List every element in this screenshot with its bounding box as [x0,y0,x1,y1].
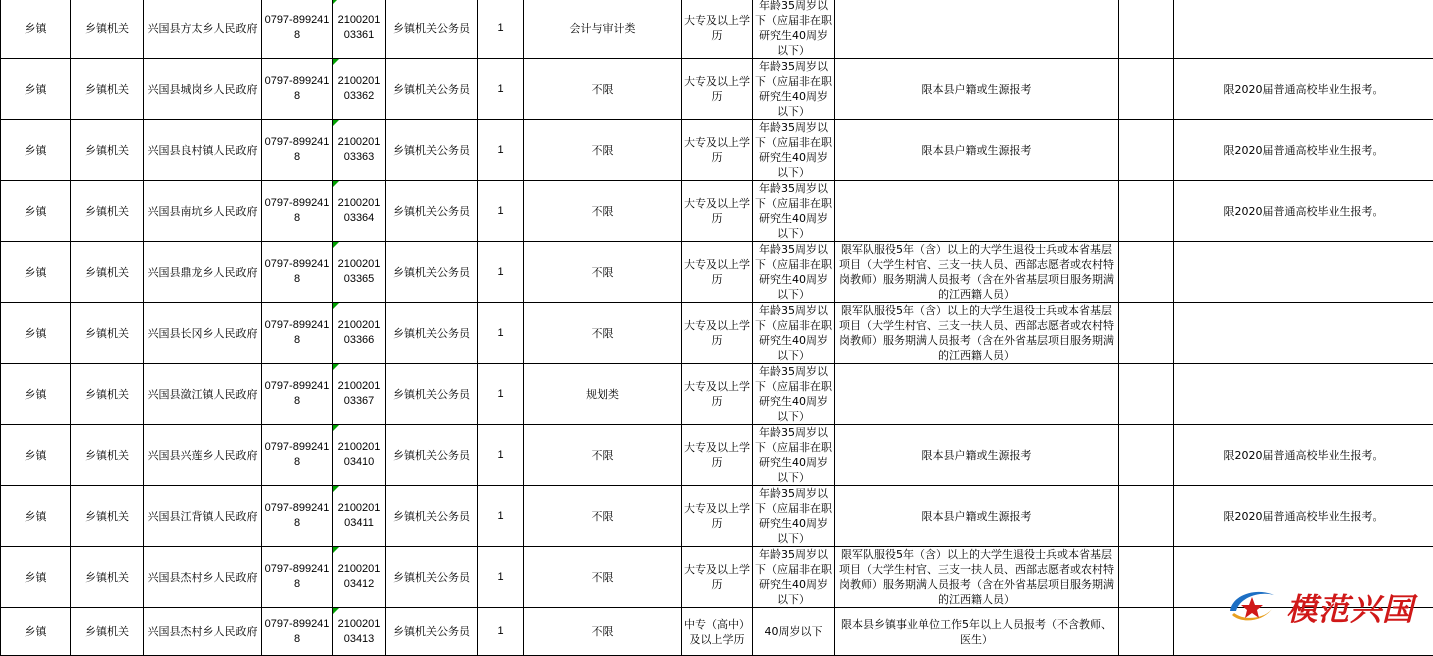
cell-flag-icon [333,303,339,309]
age-cell[interactable]: 年龄35周岁以下（应届非在职研究生40周岁以下） [753,486,835,547]
table-row [1,364,1433,425]
hire-count-cell[interactable]: 1 [478,486,524,547]
education-cell[interactable]: 中专（高中）及以上学历 [682,608,753,656]
position-code-cell[interactable] [333,181,386,242]
cell-flag-icon [333,486,339,492]
age-cell[interactable]: 年龄35周岁以下（应届非在职研究生40周岁以下） [753,364,835,425]
other-requirements-cell[interactable]: 限本县户籍或生源报考 [835,425,1119,486]
remark-cell[interactable] [1174,242,1433,303]
education-cell[interactable]: 大专及以上学历 [682,547,753,608]
table-row [1,59,1433,120]
major-cell[interactable]: 不限 [524,120,682,181]
other-requirements-cell[interactable]: 限军队服役5年（含）以上的大学生退役士兵或本省基层项目（大学生村官、三支一扶人员、西部志愿者或农村特岗教师）服务期满人员报考（含在外省基层项目服务期满的江西籍人员） [835,547,1119,608]
other-requirements-cell[interactable]: 限军队服役5年（含）以上的大学生退役士兵或本省基层项目（大学生村官、三支一扶人员、西部志愿者或农村特岗教师）服务期满人员报考（含在外省基层项目服务期满的江西籍人员） [835,303,1119,364]
major-cell[interactable]: 规划类 [524,364,682,425]
blank-cell[interactable] [1119,547,1174,608]
area-cell[interactable]: 乡镇 [1,425,71,486]
position-code-cell[interactable] [333,242,386,303]
area-cell[interactable]: 乡镇 [1,0,71,59]
remark-cell[interactable]: 限2020届普通高校毕业生报考。 [1174,486,1433,547]
position-code-text: 210020103363 [338,136,381,163]
org-type-cell[interactable]: 乡镇机关 [71,303,144,364]
position-name-cell[interactable]: 乡镇机关公务员 [386,0,478,59]
education-cell[interactable]: 大专及以上学历 [682,303,753,364]
hire-count-cell[interactable]: 1 [478,303,524,364]
cell-flag-icon [333,181,339,187]
area-cell[interactable]: 乡镇 [1,120,71,181]
remark-cell[interactable]: 限2020届普通高校毕业生报考。 [1174,120,1433,181]
position-name-cell[interactable]: 乡镇机关公务员 [386,486,478,547]
major-cell[interactable]: 不限 [524,242,682,303]
blank-cell[interactable] [1119,486,1174,547]
age-cell[interactable]: 年龄35周岁以下（应届非在职研究生40周岁以下） [753,547,835,608]
blank-cell[interactable] [1119,242,1174,303]
star-swoosh-emblem-icon [1226,585,1278,625]
other-requirements-cell[interactable] [835,0,1119,59]
position-name-cell[interactable]: 乡镇机关公务员 [386,242,478,303]
position-code-text: 210020103367 [338,380,381,407]
cell-flag-icon [333,59,339,65]
education-cell[interactable]: 大专及以上学历 [682,486,753,547]
org-type-cell[interactable]: 乡镇机关 [71,120,144,181]
other-requirements-cell[interactable] [835,364,1119,425]
position-name-cell[interactable]: 乡镇机关公务员 [386,608,478,656]
hire-count-cell[interactable]: 1 [478,608,524,656]
remark-cell[interactable] [1174,364,1433,425]
position-name-cell[interactable]: 乡镇机关公务员 [386,547,478,608]
cell-flag-icon [333,0,339,4]
age-cell[interactable]: 年龄35周岁以下（应届非在职研究生40周岁以下） [753,120,835,181]
other-requirements-cell[interactable]: 限本县户籍或生源报考 [835,486,1119,547]
blank-cell[interactable] [1119,0,1174,59]
cell-flag-icon [333,547,339,553]
cell-flag-icon [333,364,339,370]
org-type-cell[interactable]: 乡镇机关 [71,425,144,486]
position-code-text: 210020103410 [338,441,381,468]
phone-cell[interactable]: 0797-8992418 [262,425,333,486]
major-cell[interactable]: 不限 [524,425,682,486]
area-cell[interactable]: 乡镇 [1,486,71,547]
position-code-text: 210020103362 [338,75,381,102]
cell-flag-icon [333,120,339,126]
position-code-cell[interactable] [333,364,386,425]
blank-cell[interactable] [1119,120,1174,181]
table-body [1,0,1433,656]
blank-cell[interactable] [1119,425,1174,486]
watermark-logo [1226,582,1416,630]
org-type-cell[interactable]: 乡镇机关 [71,0,144,59]
phone-cell[interactable]: 0797-8992418 [262,303,333,364]
cell-flag-icon [333,425,339,431]
other-requirements-cell[interactable]: 限军队服役5年（含）以上的大学生退役士兵或本省基层项目（大学生村官、三支一扶人员、西部志愿者或农村特岗教师）服务期满人员报考（含在外省基层项目服务期满的江西籍人员） [835,242,1119,303]
age-cell[interactable]: 40周岁以下 [753,608,835,656]
position-name-cell[interactable]: 乡镇机关公务员 [386,303,478,364]
position-code-cell[interactable] [333,425,386,486]
position-name-cell[interactable]: 乡镇机关公务员 [386,364,478,425]
table-row [1,303,1433,364]
table-row [1,425,1433,486]
table-row [1,486,1433,547]
position-name-cell[interactable]: 乡镇机关公务员 [386,59,478,120]
table-row [1,0,1433,59]
position-code-text: 210020103361 [338,14,381,41]
position-name-cell[interactable]: 乡镇机关公务员 [386,181,478,242]
cell-flag-icon [333,242,339,248]
age-cell[interactable]: 年龄35周岁以下（应届非在职研究生40周岁以下） [753,303,835,364]
major-cell[interactable]: 不限 [524,59,682,120]
phone-cell[interactable]: 0797-8992418 [262,181,333,242]
blank-cell[interactable] [1119,364,1174,425]
unit-cell[interactable]: 兴国县南坑乡人民政府 [144,181,262,242]
position-code-text: 210020103365 [338,258,381,285]
table-row [1,242,1433,303]
unit-cell[interactable]: 兴国县良村镇人民政府 [144,120,262,181]
major-cell[interactable]: 不限 [524,547,682,608]
unit-cell[interactable]: 兴国县潋江镇人民政府 [144,364,262,425]
other-requirements-cell[interactable]: 限本县乡镇事业单位工作5年以上人员报考（不含教师、医生） [835,608,1119,656]
hire-count-cell[interactable]: 1 [478,120,524,181]
position-code-text: 210020103366 [338,319,381,346]
unit-cell[interactable]: 兴国县杰村乡人民政府 [144,547,262,608]
blank-cell[interactable] [1119,181,1174,242]
phone-cell[interactable]: 0797-8992418 [262,608,333,656]
position-code-cell[interactable] [333,486,386,547]
hire-count-cell[interactable]: 1 [478,242,524,303]
position-code-cell[interactable] [333,0,386,59]
org-type-cell[interactable]: 乡镇机关 [71,486,144,547]
hire-count-cell[interactable]: 1 [478,59,524,120]
major-cell[interactable]: 不限 [524,181,682,242]
position-code-text: 210020103413 [338,618,381,645]
hire-count-cell[interactable]: 1 [478,425,524,486]
phone-cell[interactable]: 0797-8992418 [262,486,333,547]
remark-cell[interactable] [1174,303,1433,364]
watermark-text: 模范兴国 [1286,584,1414,629]
remark-cell[interactable] [1174,0,1433,59]
position-code-cell[interactable] [333,59,386,120]
major-cell[interactable]: 不限 [524,608,682,656]
position-code-cell[interactable] [333,608,386,656]
education-cell[interactable]: 大专及以上学历 [682,425,753,486]
area-cell[interactable]: 乡镇 [1,59,71,120]
education-cell[interactable]: 大专及以上学历 [682,0,753,59]
education-cell[interactable]: 大专及以上学历 [682,120,753,181]
remark-cell[interactable]: 限2020届普通高校毕业生报考。 [1174,59,1433,120]
table-row [1,120,1433,181]
remark-cell[interactable]: 限2020届普通高校毕业生报考。 [1174,425,1433,486]
blank-cell[interactable] [1119,608,1174,656]
education-cell[interactable]: 大专及以上学历 [682,242,753,303]
major-cell[interactable]: 不限 [524,303,682,364]
other-requirements-cell[interactable] [835,181,1119,242]
position-code-text: 210020103411 [338,502,381,529]
age-cell[interactable]: 年龄35周岁以下（应届非在职研究生40周岁以下） [753,59,835,120]
position-code-text: 210020103364 [338,197,381,224]
area-cell[interactable]: 乡镇 [1,364,71,425]
major-cell[interactable]: 会计与审计类 [524,0,682,59]
hire-count-cell[interactable]: 1 [478,364,524,425]
phone-cell[interactable]: 0797-8992418 [262,547,333,608]
position-code-cell[interactable] [333,120,386,181]
education-cell[interactable]: 大专及以上学历 [682,59,753,120]
table-row [1,547,1433,608]
org-type-cell[interactable]: 乡镇机关 [71,608,144,656]
hire-count-cell[interactable]: 1 [478,181,524,242]
unit-cell[interactable]: 兴国县江背镇人民政府 [144,486,262,547]
org-type-cell[interactable]: 乡镇机关 [71,181,144,242]
age-cell[interactable]: 年龄35周岁以下（应届非在职研究生40周岁以下） [753,242,835,303]
phone-cell[interactable]: 0797-8992418 [262,120,333,181]
unit-cell[interactable]: 兴国县方太乡人民政府 [144,0,262,59]
area-cell[interactable]: 乡镇 [1,608,71,656]
unit-cell[interactable]: 兴国县兴莲乡人民政府 [144,425,262,486]
hire-count-cell[interactable]: 1 [478,547,524,608]
phone-cell[interactable]: 0797-8992418 [262,364,333,425]
table-row [1,608,1433,656]
age-cell[interactable]: 年龄35周岁以下（应届非在职研究生40周岁以下） [753,181,835,242]
age-cell[interactable]: 年龄35周岁以下（应届非在职研究生40周岁以下） [753,425,835,486]
remark-cell[interactable]: 限2020届普通高校毕业生报考。 [1174,181,1433,242]
area-cell[interactable]: 乡镇 [1,181,71,242]
area-cell[interactable]: 乡镇 [1,242,71,303]
blank-cell[interactable] [1119,303,1174,364]
phone-cell[interactable]: 0797-8992418 [262,0,333,59]
education-cell[interactable]: 大专及以上学历 [682,364,753,425]
org-type-cell[interactable]: 乡镇机关 [71,242,144,303]
position-code-text: 210020103412 [338,563,381,590]
unit-cell[interactable]: 兴国县长冈乡人民政府 [144,303,262,364]
cell-flag-icon [333,608,339,614]
position-code-cell[interactable] [333,303,386,364]
education-cell[interactable]: 大专及以上学历 [682,181,753,242]
unit-cell[interactable]: 兴国县杰村乡人民政府 [144,608,262,656]
unit-cell[interactable]: 兴国县城岗乡人民政府 [144,59,262,120]
age-cell[interactable]: 年龄35周岁以下（应届非在职研究生40周岁以下） [753,0,835,59]
position-name-cell[interactable]: 乡镇机关公务员 [386,425,478,486]
other-requirements-cell[interactable]: 限本县户籍或生源报考 [835,59,1119,120]
other-requirements-cell[interactable]: 限本县户籍或生源报考 [835,120,1119,181]
area-cell[interactable]: 乡镇 [1,303,71,364]
org-type-cell[interactable]: 乡镇机关 [71,59,144,120]
hire-count-cell[interactable]: 1 [478,0,524,59]
phone-cell[interactable]: 0797-8992418 [262,242,333,303]
major-cell[interactable]: 不限 [524,486,682,547]
position-code-cell[interactable] [333,547,386,608]
unit-cell[interactable]: 兴国县鼎龙乡人民政府 [144,242,262,303]
position-name-cell[interactable]: 乡镇机关公务员 [386,120,478,181]
blank-cell[interactable] [1119,59,1174,120]
org-type-cell[interactable]: 乡镇机关 [71,547,144,608]
table-row [1,181,1433,242]
area-cell[interactable]: 乡镇 [1,547,71,608]
phone-cell[interactable]: 0797-8992418 [262,59,333,120]
org-type-cell[interactable]: 乡镇机关 [71,364,144,425]
